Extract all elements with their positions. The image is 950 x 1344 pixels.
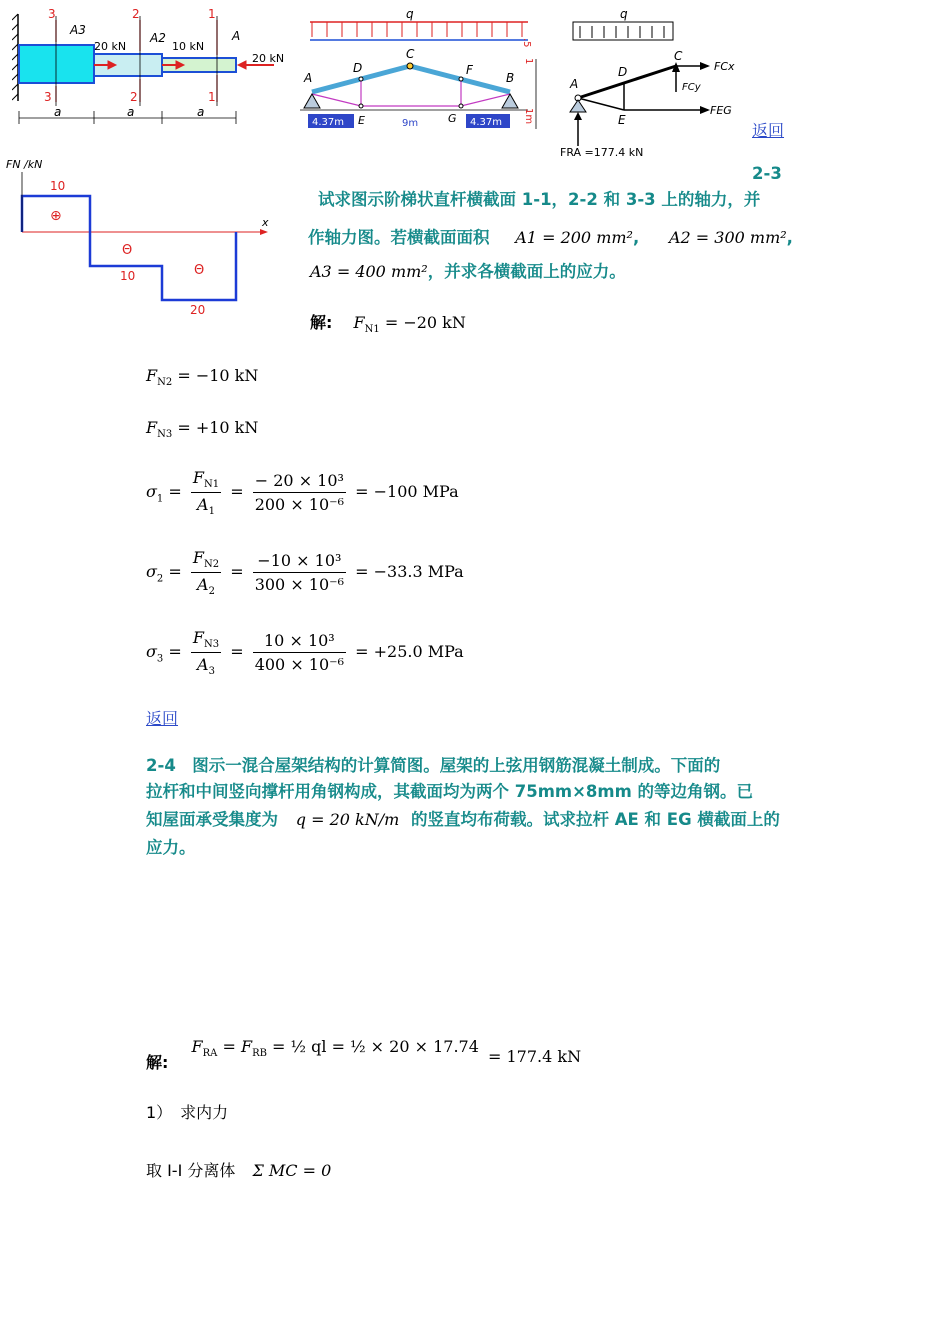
section-label-1-bottom: 1 <box>208 90 216 104</box>
back-link-top[interactable]: 返回 <box>752 121 785 140</box>
problem-2-3-line3: A3 = 400 mm²，并求各横截面上的应力。 <box>310 262 626 281</box>
moment-equation: Σ MC = 0 <box>252 1161 332 1180</box>
dim-a-2: a <box>127 105 135 119</box>
section-label-1-top: 1 <box>208 7 216 21</box>
truss-dim-h2: 1 <box>523 58 534 65</box>
axial-value-bottom: 20 <box>190 303 206 317</box>
axial-plus-sign: ⊕ <box>50 208 62 224</box>
load-intensity: q = 20 kN/m <box>295 810 400 829</box>
truss-node-g: G <box>448 112 457 125</box>
section-label-3-bottom: 3 <box>44 90 52 104</box>
axial-minus-sign-2: Θ <box>194 263 205 278</box>
fbd-force-fcx: FCx <box>714 60 735 73</box>
free-body-figure <box>558 4 748 164</box>
fn3-equation: $F_{N3} = +10$ kN <box>146 418 259 441</box>
problem-2-3-line2: 作轴力图。若横截面面积 A1 = 200 mm², A2 = 300 mm², <box>308 228 793 247</box>
stress-2-equation: $\sigma_2$ = $\frac{F_{N2}}{A_2}$ = $\frac{\text{−10 × 10³}}{\text{300 × 10⁻⁶}}$ = −33.3 MPa <box>146 548 464 598</box>
truss-dim-2: 9m <box>402 118 419 129</box>
fbd-node-d: D <box>618 65 628 79</box>
axial-x-label: x <box>262 216 269 229</box>
problem-2-3-line1: 试求图示阶梯状直杆横截面 1-1，2-2 和 3-3 上的轴力，并 <box>318 190 761 209</box>
axial-minus-sign-1: Θ <box>122 243 133 258</box>
fbd-node-c: C <box>674 49 683 63</box>
area-label-a3: A3 <box>70 23 86 37</box>
fbd-force-feg: FEG <box>710 104 732 117</box>
problem-2-4-line2: 拉杆和中间竖向撑杆用角钢构成，其截面均为两个 75mm×8mm 的等边角钢。已 <box>146 782 754 801</box>
truss-node-c: C <box>406 47 415 61</box>
dim-a-3: a <box>197 105 205 119</box>
reaction-equation: 解: $F_{RA} = F_{RB}$ = ½ ql = ½ × 20 × 17.74 = 177.4 kN <box>146 1037 582 1072</box>
axial-value-top: 10 <box>50 179 66 193</box>
step-1-text: 1） 求内力 <box>146 1103 229 1122</box>
problem-2-4-line4: 应力。 <box>146 838 196 857</box>
fbd-q-label: q <box>620 7 628 21</box>
section-label-2-bottom: 2 <box>130 90 138 104</box>
section-label-3-top: 3 <box>48 7 56 21</box>
fbd-force-fcy: FCy <box>682 82 701 93</box>
bar-segment-3 <box>19 45 94 83</box>
truss-node-a: A <box>304 71 313 85</box>
fbd-node-e: E <box>618 113 626 127</box>
load-label-10kn: 10 kN <box>172 40 205 53</box>
truss-dim-3: 4.37m <box>470 117 503 128</box>
fbd-node-a: A <box>570 77 579 91</box>
truss-q-label: q <box>406 7 414 21</box>
load-label-20kn-left: 20 kN <box>94 40 127 53</box>
problem-number-2-3: 2-3 <box>752 164 782 183</box>
truss-dim-1: 4.37m <box>312 117 345 128</box>
problem-2-4-line3: 知屋面承受集度为 q = 20 kN/m 的竖直均布荷载。试求拉杆 AE 和 EG 横截面上的 <box>146 810 780 829</box>
truss-dim-h3: 1m <box>523 108 534 125</box>
area-label-a2: A2 <box>150 31 166 45</box>
stress-1-equation: $\sigma_1$ = $\frac{F_{N1}}{A_1}$ = $\frac{\text{− 20 × 10³}}{\text{200 × 10⁻⁶}}$ = −100 MPa <box>146 468 459 518</box>
area-label-a1: A <box>232 29 241 43</box>
truss-node-f: F <box>466 63 473 77</box>
stepped-bar-figure <box>12 6 297 131</box>
problem-2-4-line1: 2-4 图示一混合屋架结构的计算简图。屋架的上弦用钢筋混凝土制成。下面的 <box>146 756 721 775</box>
back-link-mid[interactable]: 返回 <box>146 709 179 728</box>
axial-value-mid: 10 <box>120 269 136 283</box>
fn2-equation: $F_{N2} = -10$ kN <box>146 366 259 389</box>
area-a2: A2 = 300 mm² <box>668 228 787 247</box>
section-label-2-top: 2 <box>132 7 140 21</box>
fn1-equation: 解: $F_{N1} = -20$ kN <box>310 313 466 336</box>
dim-a-1: a <box>54 105 62 119</box>
area-a3: A3 = 400 mm² <box>310 262 428 281</box>
axial-force-diagram <box>4 152 279 322</box>
roof-truss-figure <box>298 4 548 139</box>
axial-y-label: FN /kN <box>6 158 43 171</box>
step-2-text: 取 I-I 分离体 Σ MC = 0 <box>146 1161 332 1180</box>
truss-dim-h1: .5 <box>521 38 532 48</box>
truss-node-b: B <box>506 71 515 85</box>
truss-node-d: D <box>353 61 363 75</box>
area-a1: A1 = 200 mm² <box>515 228 633 247</box>
truss-node-e: E <box>358 114 365 127</box>
stress-3-equation: $\sigma_3$ = $\frac{F_{N3}}{A_3}$ = $\frac{\text{10 × 10³}}{\text{400 × 10⁻⁶}}$ = +25.0 MPa <box>146 628 464 678</box>
fbd-force-fra: FRA =177.4 kN <box>560 146 644 159</box>
load-label-20kn-right: 20 kN <box>252 52 285 65</box>
